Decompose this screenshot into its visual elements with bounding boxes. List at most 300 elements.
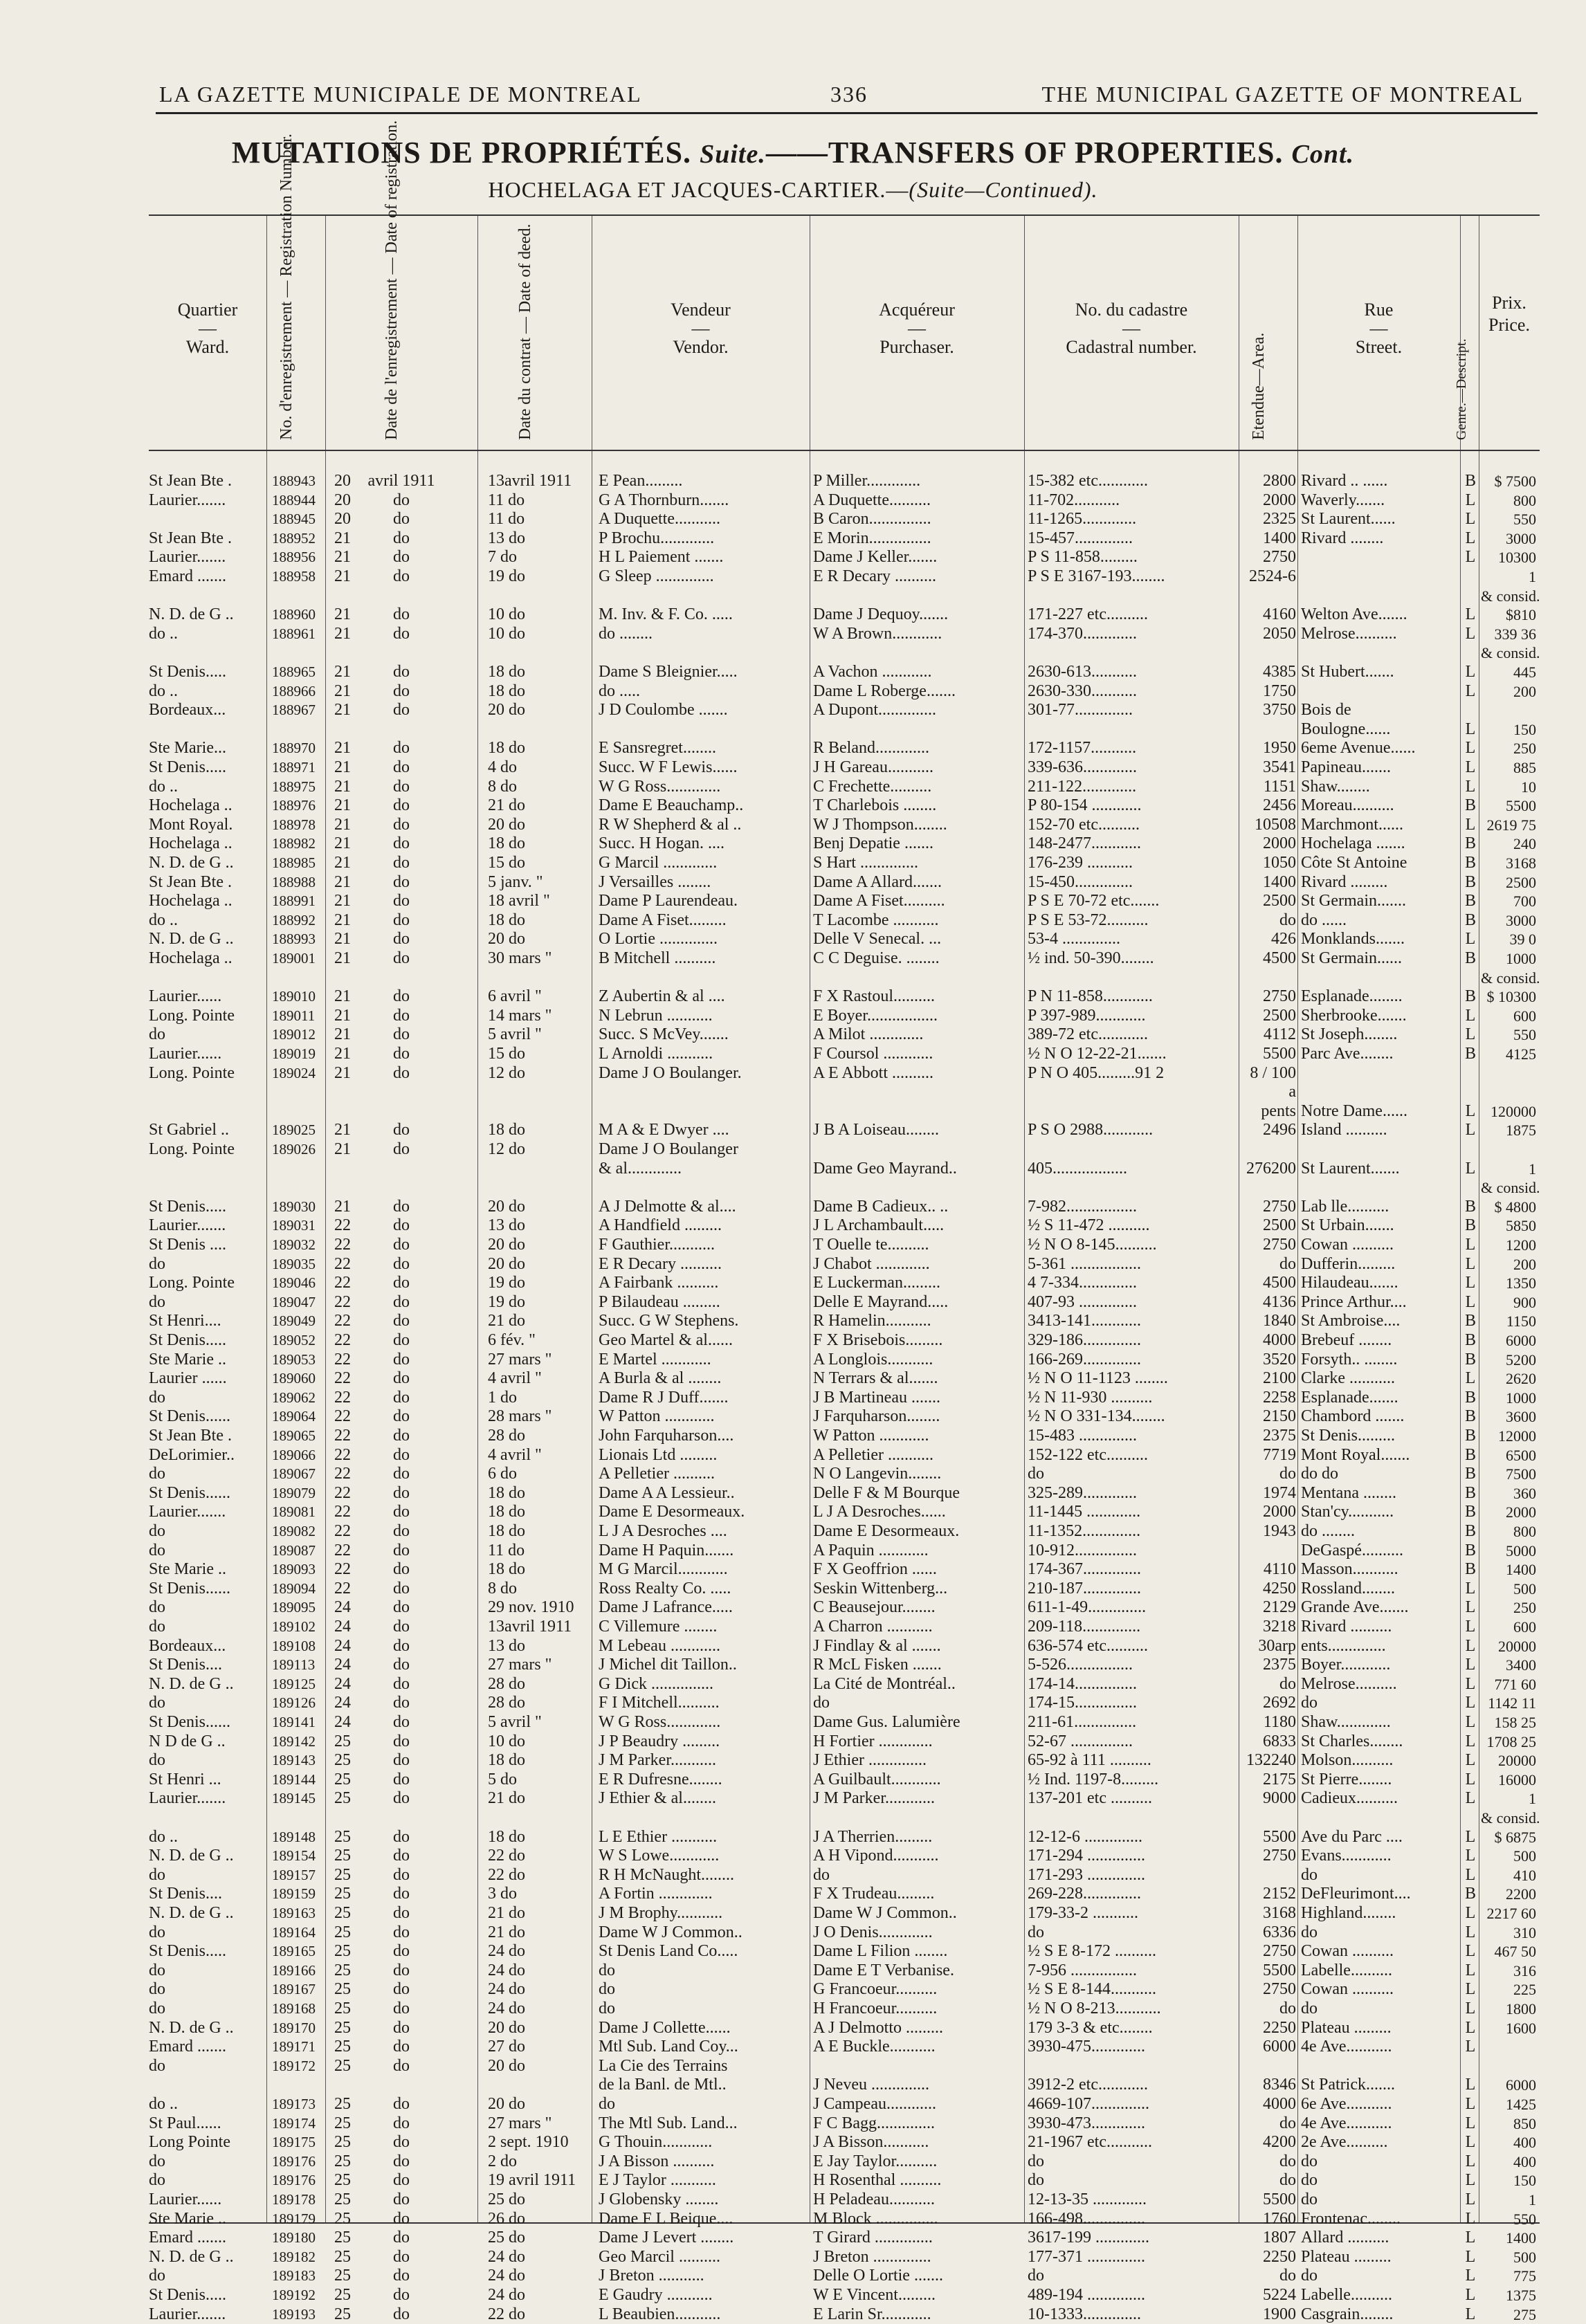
area-cell: 2250 (1263, 2018, 1296, 2037)
registration-number-cell: 188988 (272, 873, 316, 890)
vendor-cell: do ..... (599, 681, 640, 700)
vendor-cell: A Fortin ............. (599, 1885, 713, 1903)
ward-cell: Emard ....... (149, 2229, 226, 2247)
header-price-fr: Prix. (1492, 293, 1526, 313)
genre-cell: L (1465, 1254, 1476, 1273)
table-row (149, 2095, 1540, 2114)
table-row (149, 1351, 1540, 1369)
ward-cell: Ste Marie .. (149, 1560, 226, 1579)
area-cell: 2750 (1263, 1236, 1296, 1254)
deed-date-cell: 28 do (488, 1694, 525, 1712)
registration-day-cell: 25 (334, 1961, 351, 1979)
cadastral-cell: 3930-473............. (1028, 2114, 1145, 2132)
ward-cell: Long. Pointe (149, 1274, 235, 1292)
street-cell: Labelle.......... (1301, 1961, 1392, 1979)
ward-cell: do (149, 2152, 165, 2170)
price-cell: 1600 (1506, 2019, 1536, 2037)
ward-cell: N. D. de G .. (149, 1847, 234, 1865)
registration-day-cell: 21 (334, 624, 351, 643)
street-cell: Papineau....... (1301, 758, 1391, 776)
price-cell: 2500 (1506, 873, 1536, 891)
registration-day-cell: 22 (334, 1292, 351, 1311)
purchaser-cell: H Rosenthal .......... (813, 2171, 942, 2190)
purchaser-cell: E R Decary .......... (813, 567, 936, 585)
vendor-cell: L Arnoldi ........... (599, 1045, 713, 1063)
cadastral-cell: P N 11-858............ (1028, 987, 1153, 1006)
registration-month-cell: do (393, 1427, 410, 1445)
ward-cell: St Denis..... (149, 1197, 227, 1216)
registration-day-cell: 25 (334, 1751, 351, 1770)
registration-day-cell: 20 (334, 472, 351, 490)
genre-cell: B (1464, 1045, 1476, 1063)
registration-day-cell: 25 (334, 2056, 351, 2075)
registration-number-cell: 189141 (272, 1714, 316, 1730)
registration-month-cell: do (393, 1063, 410, 1082)
table-row (149, 930, 1540, 949)
area-cell: 3168 (1263, 1904, 1296, 1922)
price-cell: 1708 25 (1486, 1732, 1536, 1750)
area-cell: 2750 (1263, 1847, 1296, 1865)
cadastral-cell: P 80-154 ............ (1028, 796, 1142, 815)
registration-day-cell: 22 (334, 1236, 351, 1254)
registration-month-cell: do (393, 2286, 410, 2304)
registration-month-cell: do (393, 605, 410, 624)
deed-date-cell: 10 do (488, 605, 525, 624)
registration-day-cell: 21 (334, 911, 351, 929)
vendor-cell: L J A Desroches .... (599, 1522, 727, 1540)
price-cell: 20000 (1498, 1752, 1536, 1770)
street-cell: Cadieux.......... (1301, 1789, 1398, 1808)
registration-month-cell: do (393, 1025, 410, 1044)
ward-cell: N. D. de G .. (149, 854, 234, 872)
genre-cell: L (1465, 2000, 1476, 2018)
registration-month-cell: do (393, 1618, 410, 1636)
ward-cell: do .. (149, 911, 178, 929)
table-row (149, 682, 1540, 701)
vendor-cell: Dame P Laurendeau. (599, 892, 738, 911)
area-cell: 2750 (1263, 987, 1296, 1006)
registration-month-cell: do (393, 777, 410, 796)
purchaser-cell: E Boyer................. (813, 1006, 938, 1025)
price-cell: 250 (1513, 1599, 1536, 1617)
price-cell: 5200 (1506, 1351, 1536, 1369)
street-cell: ents.............. (1301, 1636, 1386, 1655)
cadastral-cell: 5-526................ (1028, 1656, 1133, 1674)
registration-month-cell: do (393, 1274, 410, 1292)
registration-number-cell: 189087 (272, 1541, 316, 1559)
ward-cell: Laurier....... (149, 1789, 226, 1808)
header-street-dash: — (1369, 318, 1388, 338)
ward-cell: Mont Royal. (149, 815, 233, 834)
registration-number-cell: 189001 (272, 950, 316, 967)
purchaser-cell: F C Bagg.............. (813, 2114, 936, 2132)
registration-month-cell: do (393, 548, 410, 567)
table-row (149, 1637, 1540, 1656)
header-vendor (592, 216, 810, 451)
deed-date-cell: 11 do (488, 491, 525, 509)
area-cell: 4110 (1263, 1560, 1296, 1579)
vendor-cell: Z Aubertin & al .... (599, 987, 725, 1006)
price-cell: 240 (1513, 835, 1536, 853)
cadastral-cell: 12-12-6 .............. (1028, 1827, 1142, 1846)
street-cell: Cowan .......... (1301, 1980, 1394, 1999)
cadastral-cell: 611-1-49.............. (1028, 1598, 1147, 1617)
vendor-cell: Lionais Ltd ......... (599, 1445, 718, 1464)
purchaser-cell: J L Archambault..... (813, 1216, 945, 1235)
deed-date-cell: 8 do (488, 1579, 517, 1598)
registration-day-cell: 22 (334, 1369, 351, 1388)
registration-day-cell: 25 (334, 2286, 351, 2304)
area-cell: 1180 (1263, 1713, 1296, 1731)
registration-month-cell: do (393, 1522, 410, 1540)
cadastral-cell: ½ N 11-930 .......... (1028, 1388, 1153, 1407)
registration-number-cell: 189049 (272, 1312, 316, 1330)
area-cell: do (1279, 2267, 1296, 2285)
deed-date-cell: 20 do (488, 2095, 525, 2113)
registration-month-cell: do (393, 1694, 410, 1712)
table-row (149, 1045, 1540, 1063)
vendor-cell: Dame A A Lessieur.. (599, 1483, 735, 1502)
ward-cell: Laurier....... (149, 1216, 226, 1235)
area-cell: a (1288, 1083, 1296, 1101)
deed-date-cell: 19 do (488, 1292, 525, 1311)
vendor-cell: J Versailles ........ (599, 872, 711, 891)
header-ward-dash: — (199, 318, 217, 338)
area-cell: 426 (1271, 930, 1296, 949)
ward-cell: do (149, 1618, 165, 1636)
deed-date-cell: 12 do (488, 1140, 525, 1158)
genre-cell: L (1465, 1598, 1476, 1617)
cadastral-cell: 171-293 .............. (1028, 1865, 1145, 1884)
registration-number-cell: 189108 (272, 1637, 316, 1654)
street-cell: Rivard ........ (1301, 529, 1384, 547)
genre-cell: L (1465, 1751, 1476, 1770)
registration-number-cell: 189183 (272, 2267, 316, 2285)
cadastral-cell: ½ N O 11-1123 ........ (1028, 1369, 1168, 1388)
price-cell: 410 (1513, 1866, 1536, 1884)
registration-month-cell: do (393, 1197, 410, 1216)
running-head (159, 82, 1524, 112)
registration-day-cell: 21 (334, 796, 351, 815)
deed-date-cell: 18 do (488, 1751, 525, 1770)
genre-cell: B (1464, 1216, 1476, 1235)
ward-cell: do (149, 1923, 165, 1941)
genre-cell: L (1465, 1942, 1476, 1961)
registration-day-cell: 25 (334, 2133, 351, 2152)
registration-day-cell: 22 (334, 1579, 351, 1598)
genre-cell: L (1465, 1694, 1476, 1712)
registration-month-cell: do (393, 624, 410, 643)
cadastral-cell: 7-956 ................ (1028, 1961, 1137, 1979)
cadastral-cell: 176-239 ........... (1028, 854, 1133, 872)
genre-cell: L (1465, 1713, 1476, 1731)
registration-month-cell: do (393, 491, 410, 509)
registration-day-cell: 24 (334, 1713, 351, 1731)
registration-number-cell: 189019 (272, 1045, 316, 1062)
cadastral-cell: 137-201 etc .......... (1028, 1789, 1152, 1808)
price-cell: 275 (1513, 2305, 1536, 2323)
cadastral-cell: 15-483 .............. (1028, 1427, 1137, 1445)
deed-date-cell: 24 do (488, 2247, 525, 2266)
deed-date-cell: 18 do (488, 1560, 525, 1579)
area-cell: 2000 (1263, 834, 1296, 853)
genre-cell: B (1464, 1483, 1476, 1502)
price-cell: 500 (1513, 1847, 1536, 1865)
price-cell: 158 25 (1494, 1714, 1536, 1731)
price-cell: 467 50 (1494, 1943, 1536, 1961)
street-cell: Lab lle.......... (1301, 1197, 1389, 1216)
deed-date-cell: 20 do (488, 930, 525, 949)
registration-number-cell: 188952 (272, 529, 316, 547)
street-cell: St Germain....... (1301, 892, 1406, 911)
purchaser-cell: J B Martineau ....... (813, 1388, 940, 1407)
registration-month-cell: do (393, 1254, 410, 1273)
deed-date-cell: 20 do (488, 701, 525, 720)
registration-day-cell: 21 (334, 1025, 351, 1044)
area-cell: 4385 (1263, 663, 1296, 681)
registration-day-cell: 22 (334, 1254, 351, 1273)
deed-date-cell: 4 avril " (488, 1445, 542, 1464)
street-cell: St Joseph........ (1301, 1025, 1398, 1044)
street-cell: DeFleurimont.... (1301, 1885, 1411, 1903)
vendor-cell: J Ethier & al........ (599, 1789, 716, 1808)
registration-day-cell: 22 (334, 1483, 351, 1502)
registration-day-cell: 25 (334, 2267, 351, 2285)
vendor-cell: A J Delmotte & al.... (599, 1197, 736, 1216)
purchaser-cell: L J A Desroches...... (813, 1503, 946, 1521)
registration-day-cell: 21 (334, 854, 351, 872)
registration-day-cell: 22 (334, 1445, 351, 1464)
registration-month-cell: do (393, 1407, 410, 1426)
deed-date-cell: 28 mars " (488, 1407, 552, 1426)
registration-number-cell: 189093 (272, 1561, 316, 1578)
area-cell: do (1279, 1465, 1296, 1483)
header-cadastral (1024, 216, 1239, 451)
area-cell: 1807 (1263, 2229, 1296, 2247)
area-cell: 8 / 100 (1250, 1063, 1296, 1082)
street-cell: Boyer............ (1301, 1656, 1391, 1674)
cadastral-cell: 3912-2 etc............ (1028, 2076, 1148, 2094)
registration-day-cell: 25 (334, 1904, 351, 1922)
cadastral-cell: 339-636............. (1028, 758, 1137, 776)
deed-date-cell: 18 do (488, 834, 525, 853)
registration-month-cell: do (393, 1445, 410, 1464)
vendor-cell: Dame J O Boulanger. (599, 1063, 742, 1082)
table-row (149, 1560, 1540, 1579)
table-row (149, 2286, 1540, 2305)
deed-date-cell: 27 mars " (488, 1350, 552, 1369)
genre-cell: B (1464, 1197, 1476, 1216)
genre-cell: B (1464, 1427, 1476, 1445)
purchaser-cell: Dame J Keller....... (813, 548, 938, 567)
cadastral-cell: 301-77.............. (1028, 701, 1133, 720)
ward-cell: St Denis..... (149, 663, 227, 681)
table-row (149, 1885, 1540, 1903)
purchaser-cell: Delle V Senecal. ... (813, 930, 942, 949)
genre-cell: B (1464, 987, 1476, 1006)
registration-month-cell: do (393, 1770, 410, 1788)
street-cell: 6e Ave........... (1301, 2095, 1392, 2113)
cadastral-cell: 15-457.............. (1028, 529, 1133, 547)
street-cell: Waverly....... (1301, 491, 1385, 509)
table-row (149, 1178, 1540, 1197)
purchaser-cell: Dame W J Common.. (813, 1904, 957, 1922)
registration-number-cell: 189065 (272, 1427, 316, 1444)
area-cell: 4500 (1263, 1274, 1296, 1292)
cadastral-cell: 10-1333.............. (1028, 2305, 1141, 2323)
cadastral-cell: 179-33-2 ........... (1028, 1904, 1138, 1922)
price-cell: 250 (1513, 740, 1536, 758)
vendor-cell: Dame J Levert ........ (599, 2229, 734, 2247)
cadastral-cell: 148-2477............ (1028, 834, 1141, 853)
area-cell: 1950 (1263, 739, 1296, 758)
area-cell: 1900 (1263, 2305, 1296, 2323)
header-registration-date (325, 120, 477, 451)
deed-date-cell: 12 do (488, 1063, 525, 1082)
vendor-cell: E J Taylor ........... (599, 2171, 716, 2190)
purchaser-cell: H Fortier ............. (813, 1732, 933, 1750)
genre-cell: L (1465, 1904, 1476, 1922)
genre-cell: L (1465, 720, 1476, 738)
registration-day-cell: 25 (334, 2152, 351, 2170)
ward-cell: do (149, 2171, 165, 2190)
ward-cell: do (149, 1598, 165, 1617)
street-cell: Shaw........ (1301, 777, 1370, 796)
deed-date-cell: 21 do (488, 1789, 525, 1808)
cadastral-cell: 2630-330........... (1028, 681, 1137, 700)
area-cell: 3520 (1263, 1350, 1296, 1369)
street-cell: do (1301, 2267, 1318, 2285)
deed-date-cell: 27 mars " (488, 2114, 552, 2132)
registration-month-cell: do (393, 1236, 410, 1254)
registration-day-cell: 21 (334, 1121, 351, 1140)
table-row (149, 1732, 1540, 1751)
street-cell: Island .......... (1301, 1121, 1387, 1140)
registration-number-cell: 189144 (272, 1771, 316, 1788)
deed-date-cell: 4 avril " (488, 1369, 542, 1388)
table-row (149, 1025, 1540, 1044)
vendor-cell: do (599, 2095, 615, 2113)
purchaser-cell: H Francoeur.......... (813, 2000, 938, 2018)
price-cell: & consid. (1481, 1809, 1540, 1827)
vendor-cell: A Handfield ......... (599, 1216, 722, 1235)
registration-month-cell: do (393, 1656, 410, 1674)
table-row (149, 491, 1540, 510)
table-row (149, 1789, 1540, 1808)
ward-cell: N. D. de G .. (149, 1904, 234, 1922)
street-cell: 4e Ave........... (1301, 2114, 1392, 2132)
registration-day-cell: 20 (334, 510, 351, 529)
registration-month-cell: do (393, 1121, 410, 1140)
area-cell: 7719 (1263, 1445, 1296, 1464)
price-cell: 3400 (1506, 1656, 1536, 1674)
genre-cell: B (1464, 1312, 1476, 1330)
vendor-cell: Mtl Sub. Land Coy... (599, 2038, 738, 2056)
registration-day-cell: 21 (334, 1063, 351, 1082)
price-cell: 4125 (1506, 1045, 1536, 1063)
deed-date-cell: 20 do (488, 815, 525, 834)
ward-cell: St Jean Bte . (149, 872, 232, 891)
price-cell: $ 6875 (1494, 1828, 1536, 1846)
area-cell: 1974 (1263, 1483, 1296, 1502)
purchaser-cell: A Guilbault............ (813, 1770, 941, 1788)
vendor-cell: M Lebeau ............ (599, 1636, 720, 1655)
vendor-cell: Dame E Desormeaux. (599, 1503, 745, 1521)
table-row (149, 1312, 1540, 1330)
header-purchaser-en: Purchaser. (879, 337, 954, 357)
registration-month-cell: do (393, 1465, 410, 1483)
deed-date-cell: 5 janv. " (488, 872, 543, 891)
vendor-cell: W G Ross............. (599, 777, 721, 796)
registration-number-cell: 189172 (272, 2057, 316, 2074)
table-row (149, 1446, 1540, 1465)
purchaser-cell: A Charron ........... (813, 1618, 933, 1636)
street-cell: Welton Ave....... (1301, 605, 1407, 624)
vendor-cell: C Villemure ........ (599, 1618, 718, 1636)
purchaser-cell: J Campeau............ (813, 2095, 936, 2113)
area-cell: do (1279, 911, 1296, 929)
table-row (149, 969, 1540, 987)
registration-day-cell: 25 (334, 2114, 351, 2132)
street-cell: St Ambroise.... (1301, 1312, 1401, 1330)
ward-cell: N. D. de G .. (149, 930, 234, 949)
purchaser-cell: W Patton ............ (813, 1427, 929, 1445)
deed-date-cell: 18 do (488, 739, 525, 758)
genre-cell: L (1465, 1101, 1476, 1120)
street-cell: Hochelaga ....... (1301, 834, 1405, 853)
ward-cell: do (149, 1694, 165, 1712)
vendor-cell: L E Ethier ........... (599, 1827, 718, 1846)
header-ward-en: Ward. (185, 337, 230, 357)
table-row (149, 2152, 1540, 2171)
registration-month-cell: do (393, 2267, 410, 2285)
vendor-cell: Dame R J Duff....... (599, 1388, 729, 1407)
registration-day-cell: 21 (334, 1045, 351, 1063)
registration-day-cell: 21 (334, 567, 351, 585)
price-cell: 1 (1529, 568, 1536, 585)
registration-month-cell: do (393, 911, 410, 929)
genre-cell: L (1465, 1770, 1476, 1788)
area-cell: 1400 (1263, 529, 1296, 547)
registration-day-cell: 21 (334, 777, 351, 796)
ward-cell: St Jean Bte . (149, 472, 232, 490)
registration-month-cell: do (393, 1636, 410, 1655)
vendor-cell: Succ. H Hogan. .... (599, 834, 724, 853)
registration-number-cell: 189159 (272, 1885, 316, 1903)
area-cell: 1151 (1263, 777, 1296, 796)
registration-day-cell: 21 (334, 815, 351, 834)
registration-month-cell: do (393, 1388, 410, 1407)
cadastral-cell: do (1028, 2152, 1044, 2170)
ward-cell: do (149, 2056, 165, 2075)
header-price-en: Price. (1488, 315, 1530, 335)
registration-day-cell: 21 (334, 1006, 351, 1025)
price-cell: & consid. (1481, 587, 1540, 605)
street-cell: Brebeuf ........ (1301, 1331, 1392, 1349)
vendor-cell: M. Inv. & F. Co. ..... (599, 605, 733, 624)
purchaser-cell: T Charlebois ........ (813, 796, 937, 815)
ward-cell: Hochelaga .. (149, 834, 233, 853)
registration-number-cell: 189010 (272, 988, 316, 1005)
ward-cell: St Denis..... (149, 1331, 227, 1349)
price-cell: 850 (1513, 2114, 1536, 2132)
registration-number-cell: 188975 (272, 778, 316, 795)
price-cell: 10 (1521, 778, 1536, 796)
registration-month-cell: do (393, 1789, 410, 1808)
deed-date-cell: 15 do (488, 1045, 525, 1063)
price-cell: 5850 (1506, 1217, 1536, 1235)
registration-month-cell: do (393, 815, 410, 834)
